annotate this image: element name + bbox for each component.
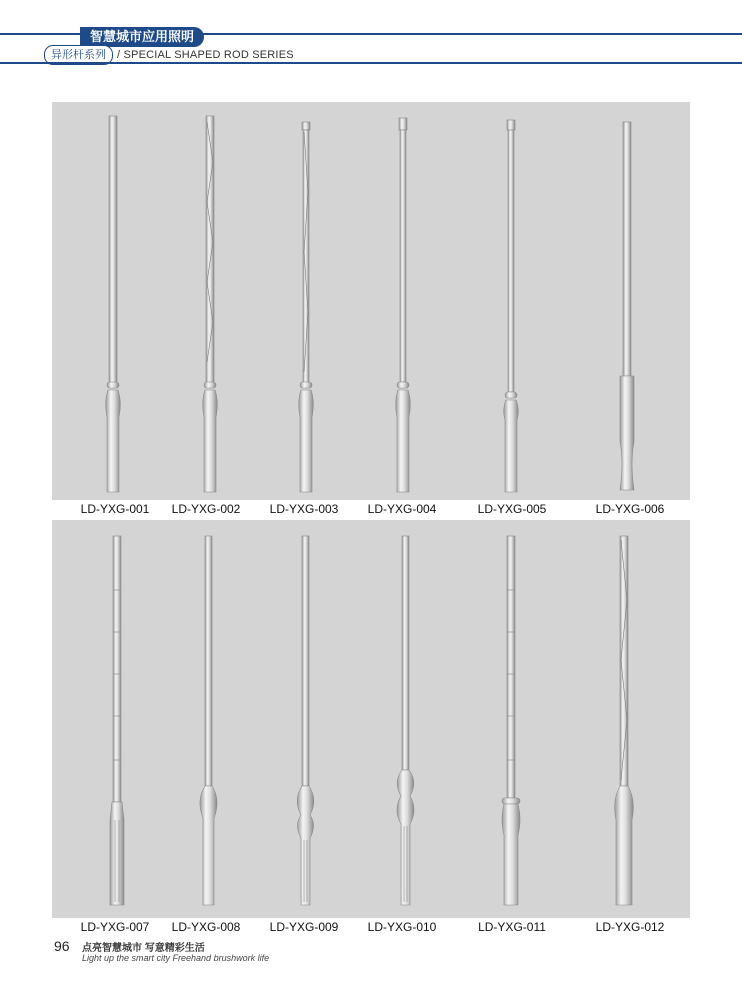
pole-ld-yxg-004 bbox=[396, 118, 411, 492]
product-panel-row1 bbox=[52, 102, 690, 500]
pole-ld-yxg-001 bbox=[106, 116, 121, 492]
header-title: 智慧城市应用照明 bbox=[80, 27, 204, 47]
pole-ld-yxg-009 bbox=[297, 536, 314, 905]
footer-slogan-cn: 点亮智慧城市 写意精彩生活 bbox=[82, 943, 205, 954]
model-label: LD-YXG-008 bbox=[171, 920, 241, 934]
series-tag: 异形杆系列 bbox=[44, 45, 113, 65]
model-label: LD-YXG-001 bbox=[80, 502, 150, 516]
model-label: LD-YXG-010 bbox=[367, 920, 437, 934]
model-label: LD-YXG-002 bbox=[171, 502, 241, 516]
model-label: LD-YXG-009 bbox=[269, 920, 339, 934]
pole-ld-yxg-005 bbox=[504, 120, 519, 492]
poles-row1 bbox=[52, 102, 690, 500]
pole-ld-yxg-002 bbox=[203, 116, 218, 492]
header-subtitle bbox=[44, 45, 294, 63]
model-label: LD-YXG-005 bbox=[477, 502, 547, 516]
model-label: LD-YXG-003 bbox=[269, 502, 339, 516]
model-label: LD-YXG-006 bbox=[595, 502, 665, 516]
pole-ld-yxg-003 bbox=[299, 122, 314, 492]
poles-row2 bbox=[52, 520, 690, 918]
series-english: / SPECIAL SHAPED ROD SERIES bbox=[117, 49, 294, 61]
model-label: LD-YXG-007 bbox=[80, 920, 150, 934]
labels-row2 bbox=[52, 920, 690, 938]
labels-row1 bbox=[52, 502, 690, 520]
model-label: LD-YXG-004 bbox=[367, 502, 437, 516]
pole-ld-yxg-012 bbox=[615, 536, 634, 905]
pole-ld-yxg-010 bbox=[397, 536, 414, 905]
page-number: 96 bbox=[54, 938, 70, 954]
pole-ld-yxg-006 bbox=[620, 122, 634, 490]
pole-ld-yxg-008 bbox=[200, 536, 217, 905]
pole-ld-yxg-007 bbox=[110, 536, 124, 905]
pole-ld-yxg-011 bbox=[502, 536, 520, 905]
model-label: LD-YXG-011 bbox=[478, 920, 546, 934]
header-underline bbox=[0, 62, 742, 64]
footer-slogan-en: Light up the smart city Freehand brushwork life bbox=[82, 953, 270, 963]
model-label: LD-YXG-012 bbox=[595, 920, 665, 934]
product-panel-row2 bbox=[52, 520, 690, 918]
